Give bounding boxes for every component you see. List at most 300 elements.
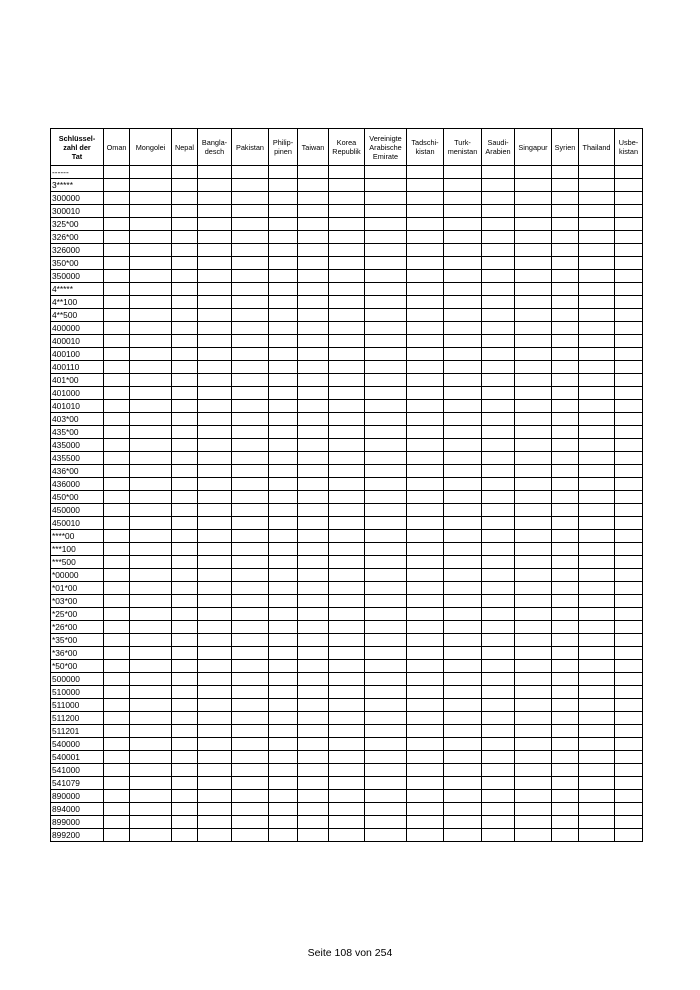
table-cell xyxy=(444,192,482,205)
table-row xyxy=(51,543,643,556)
table-cell xyxy=(172,478,198,491)
table-cell xyxy=(232,348,269,361)
table-cell xyxy=(615,231,643,244)
table-row xyxy=(51,582,643,595)
table-cell xyxy=(269,270,298,283)
table-cell xyxy=(329,569,365,582)
table-cell xyxy=(407,530,444,543)
table-cell xyxy=(298,374,329,387)
table-cell xyxy=(298,712,329,725)
table-cell xyxy=(444,166,482,179)
table-cell xyxy=(482,231,515,244)
table-cell xyxy=(130,439,172,452)
table-cell xyxy=(407,361,444,374)
table-cell xyxy=(615,777,643,790)
table-cell xyxy=(130,504,172,517)
table-cell xyxy=(269,322,298,335)
table-cell xyxy=(269,335,298,348)
table-cell xyxy=(130,673,172,686)
table-row xyxy=(51,478,643,491)
table-cell xyxy=(130,270,172,283)
table-row xyxy=(51,413,643,426)
table-cell xyxy=(515,790,552,803)
table-cell xyxy=(104,712,130,725)
table-cell xyxy=(615,699,643,712)
table-cell xyxy=(579,621,615,634)
table-cell xyxy=(552,530,579,543)
table-cell xyxy=(198,764,232,777)
table-cell xyxy=(552,673,579,686)
table-cell xyxy=(482,257,515,270)
table-cell xyxy=(444,790,482,803)
table-cell xyxy=(329,270,365,283)
table-cell xyxy=(329,699,365,712)
table-cell xyxy=(444,777,482,790)
table-cell xyxy=(482,166,515,179)
table-cell xyxy=(407,504,444,517)
table-cell xyxy=(444,231,482,244)
table-cell xyxy=(552,387,579,400)
table-cell xyxy=(365,231,407,244)
table-cell xyxy=(198,686,232,699)
table-cell xyxy=(482,595,515,608)
table-cell xyxy=(444,283,482,296)
table-cell xyxy=(615,413,643,426)
row-key-cell: ****00 xyxy=(51,530,104,543)
row-key-cell: 511000 xyxy=(51,699,104,712)
table-cell xyxy=(482,556,515,569)
table-cell xyxy=(130,751,172,764)
table-cell xyxy=(515,335,552,348)
table-cell xyxy=(515,530,552,543)
table-cell xyxy=(198,426,232,439)
page-number: Seite 108 von 254 xyxy=(307,947,393,959)
table-cell xyxy=(579,296,615,309)
table-cell xyxy=(198,751,232,764)
table-cell xyxy=(579,660,615,673)
table-cell xyxy=(130,218,172,231)
table-cell xyxy=(482,543,515,556)
table-cell xyxy=(130,309,172,322)
table-cell xyxy=(515,751,552,764)
table-cell xyxy=(482,205,515,218)
table-cell xyxy=(365,309,407,322)
table-row xyxy=(51,608,643,621)
table-cell xyxy=(269,595,298,608)
table-cell xyxy=(579,439,615,452)
table-cell xyxy=(329,166,365,179)
table-row xyxy=(51,517,643,530)
table-cell xyxy=(198,608,232,621)
table-cell xyxy=(269,517,298,530)
table-cell xyxy=(365,595,407,608)
table-cell xyxy=(172,205,198,218)
table-cell xyxy=(104,647,130,660)
table-cell xyxy=(104,244,130,257)
table-cell xyxy=(172,400,198,413)
table-row xyxy=(51,686,643,699)
table-cell xyxy=(579,517,615,530)
table-cell xyxy=(482,400,515,413)
table-cell xyxy=(269,361,298,374)
table-cell xyxy=(615,387,643,400)
table-cell xyxy=(407,582,444,595)
table-cell xyxy=(615,764,643,777)
table-cell xyxy=(407,491,444,504)
table-row xyxy=(51,348,643,361)
table-cell xyxy=(579,595,615,608)
column-header: Bangla- desch xyxy=(198,129,232,166)
table-cell xyxy=(579,465,615,478)
table-cell xyxy=(407,348,444,361)
table-cell xyxy=(329,465,365,478)
table-cell xyxy=(615,569,643,582)
table-cell xyxy=(198,465,232,478)
table-cell xyxy=(298,231,329,244)
table-cell xyxy=(365,608,407,621)
table-cell xyxy=(552,257,579,270)
column-header: Tadschi- kistan xyxy=(407,129,444,166)
table-cell xyxy=(515,491,552,504)
table-cell xyxy=(298,608,329,621)
table-cell xyxy=(269,192,298,205)
table-cell xyxy=(198,322,232,335)
row-key-cell: 450000 xyxy=(51,504,104,517)
table-cell xyxy=(232,621,269,634)
table-cell xyxy=(444,218,482,231)
table-cell xyxy=(365,829,407,842)
table-cell xyxy=(329,491,365,504)
row-key-cell: 4***** xyxy=(51,283,104,296)
table-cell xyxy=(365,621,407,634)
table-cell xyxy=(104,608,130,621)
column-header: Pakistan xyxy=(232,129,269,166)
table-cell xyxy=(329,816,365,829)
row-key-cell: 435500 xyxy=(51,452,104,465)
table-cell xyxy=(172,790,198,803)
table-cell xyxy=(579,582,615,595)
table-cell xyxy=(515,634,552,647)
table-cell xyxy=(172,764,198,777)
table-cell xyxy=(269,530,298,543)
table-cell xyxy=(579,335,615,348)
table-cell xyxy=(329,725,365,738)
table-cell xyxy=(298,309,329,322)
table-cell xyxy=(407,621,444,634)
table-cell xyxy=(482,309,515,322)
table-cell xyxy=(515,439,552,452)
table-cell xyxy=(482,283,515,296)
row-key-cell: 326000 xyxy=(51,244,104,257)
row-key-cell: 300000 xyxy=(51,192,104,205)
table-cell xyxy=(329,478,365,491)
table-cell xyxy=(579,179,615,192)
table-cell xyxy=(198,556,232,569)
table-cell xyxy=(269,465,298,478)
table-cell xyxy=(172,673,198,686)
table-cell xyxy=(552,348,579,361)
table-cell xyxy=(198,634,232,647)
table-cell xyxy=(552,634,579,647)
table-cell xyxy=(130,777,172,790)
table-cell xyxy=(407,270,444,283)
table-cell xyxy=(130,478,172,491)
table-cell xyxy=(198,543,232,556)
table-cell xyxy=(615,270,643,283)
table-cell xyxy=(298,738,329,751)
table-cell xyxy=(365,569,407,582)
table-cell xyxy=(482,634,515,647)
table-cell xyxy=(552,556,579,569)
table-cell xyxy=(130,491,172,504)
table-cell xyxy=(552,179,579,192)
table-cell xyxy=(329,634,365,647)
table-cell xyxy=(482,725,515,738)
row-key-cell: 435*00 xyxy=(51,426,104,439)
table-cell xyxy=(515,270,552,283)
table-cell xyxy=(198,829,232,842)
table-cell xyxy=(130,699,172,712)
table-cell xyxy=(552,608,579,621)
table-row xyxy=(51,556,643,569)
row-key-cell: 4**500 xyxy=(51,309,104,322)
table-cell xyxy=(515,712,552,725)
table-row xyxy=(51,569,643,582)
table-cell xyxy=(198,309,232,322)
table-cell xyxy=(515,504,552,517)
table-cell xyxy=(552,244,579,257)
table-cell xyxy=(130,556,172,569)
table-cell xyxy=(104,504,130,517)
table-cell xyxy=(104,491,130,504)
table-cell xyxy=(482,829,515,842)
table-cell xyxy=(104,582,130,595)
table-cell xyxy=(298,556,329,569)
table-cell xyxy=(579,504,615,517)
table-cell xyxy=(198,582,232,595)
table-cell xyxy=(198,530,232,543)
table-cell xyxy=(444,348,482,361)
table-cell xyxy=(298,803,329,816)
table-cell xyxy=(615,335,643,348)
table-cell xyxy=(130,829,172,842)
table-cell xyxy=(365,192,407,205)
table-cell xyxy=(329,829,365,842)
table-cell xyxy=(198,803,232,816)
table-cell xyxy=(329,790,365,803)
table-cell xyxy=(198,231,232,244)
table-cell xyxy=(329,413,365,426)
table-cell xyxy=(552,751,579,764)
table-cell xyxy=(407,309,444,322)
table-cell xyxy=(444,803,482,816)
row-key-cell: 350000 xyxy=(51,270,104,283)
row-key-cell: *01*00 xyxy=(51,582,104,595)
table-cell xyxy=(269,452,298,465)
table-cell xyxy=(104,348,130,361)
table-cell xyxy=(269,764,298,777)
column-header: Syrien xyxy=(552,129,579,166)
table-cell xyxy=(407,166,444,179)
table-cell xyxy=(130,660,172,673)
table-cell xyxy=(232,504,269,517)
table-cell xyxy=(298,426,329,439)
table-cell xyxy=(407,179,444,192)
table-cell xyxy=(232,829,269,842)
table-cell xyxy=(232,296,269,309)
table-cell xyxy=(198,192,232,205)
table-cell xyxy=(444,712,482,725)
table-cell xyxy=(579,166,615,179)
table-cell xyxy=(130,582,172,595)
table-cell xyxy=(365,634,407,647)
table-cell xyxy=(365,738,407,751)
table-row xyxy=(51,244,643,257)
table-row xyxy=(51,647,643,660)
table-cell xyxy=(232,413,269,426)
row-key-cell: *35*00 xyxy=(51,634,104,647)
table-cell xyxy=(269,699,298,712)
table-cell xyxy=(232,608,269,621)
table-cell xyxy=(269,803,298,816)
table-cell xyxy=(552,582,579,595)
table-cell xyxy=(130,257,172,270)
table-cell xyxy=(298,400,329,413)
table-cell xyxy=(198,348,232,361)
table-cell xyxy=(130,517,172,530)
table-cell xyxy=(232,738,269,751)
table-cell xyxy=(232,309,269,322)
table-cell xyxy=(365,270,407,283)
table-cell xyxy=(232,816,269,829)
statistics-table xyxy=(50,128,643,842)
table-cell xyxy=(579,543,615,556)
table-cell xyxy=(444,426,482,439)
table-row xyxy=(51,335,643,348)
table-cell xyxy=(579,309,615,322)
table-cell xyxy=(515,543,552,556)
table-cell xyxy=(407,556,444,569)
table-cell xyxy=(104,738,130,751)
table-cell xyxy=(407,725,444,738)
table-cell xyxy=(329,647,365,660)
table-cell xyxy=(579,829,615,842)
table-cell xyxy=(172,309,198,322)
table-cell xyxy=(130,647,172,660)
table-cell xyxy=(444,309,482,322)
table-cell xyxy=(172,452,198,465)
table-cell xyxy=(232,686,269,699)
table-cell xyxy=(444,608,482,621)
table-cell xyxy=(552,777,579,790)
row-key-cell: 3***** xyxy=(51,179,104,192)
table-cell xyxy=(407,218,444,231)
table-cell xyxy=(298,452,329,465)
table-cell xyxy=(298,725,329,738)
table-cell xyxy=(130,400,172,413)
table-cell xyxy=(172,738,198,751)
table-cell xyxy=(444,296,482,309)
table-cell xyxy=(329,322,365,335)
table-cell xyxy=(269,231,298,244)
table-cell xyxy=(407,790,444,803)
table-cell xyxy=(104,413,130,426)
table-cell xyxy=(615,790,643,803)
table-cell xyxy=(615,673,643,686)
table-cell xyxy=(515,218,552,231)
row-key-cell: 350*00 xyxy=(51,257,104,270)
table-cell xyxy=(104,556,130,569)
table-cell xyxy=(269,751,298,764)
table-cell xyxy=(198,595,232,608)
table-cell xyxy=(104,816,130,829)
table-cell xyxy=(198,166,232,179)
table-cell xyxy=(515,777,552,790)
table-cell xyxy=(269,621,298,634)
table-cell xyxy=(482,530,515,543)
table-cell xyxy=(552,309,579,322)
table-row xyxy=(51,361,643,374)
table-cell xyxy=(444,257,482,270)
column-header: Vereinigte Arabische Emirate xyxy=(365,129,407,166)
table-cell xyxy=(329,452,365,465)
table-cell xyxy=(232,517,269,530)
table-cell xyxy=(232,257,269,270)
table-row xyxy=(51,179,643,192)
table-cell xyxy=(232,218,269,231)
table-cell xyxy=(407,413,444,426)
table-cell xyxy=(365,166,407,179)
table-cell xyxy=(172,569,198,582)
table-cell xyxy=(444,634,482,647)
table-cell xyxy=(444,452,482,465)
table-cell xyxy=(365,712,407,725)
table-cell xyxy=(298,439,329,452)
table-cell xyxy=(232,179,269,192)
table-cell xyxy=(615,595,643,608)
table-cell xyxy=(130,205,172,218)
table-row xyxy=(51,725,643,738)
table-cell xyxy=(579,205,615,218)
table-cell xyxy=(298,270,329,283)
table-cell xyxy=(130,738,172,751)
table-cell xyxy=(329,231,365,244)
table-cell xyxy=(130,296,172,309)
table-cell xyxy=(172,621,198,634)
table-cell xyxy=(232,790,269,803)
column-header: Mongolei xyxy=(130,129,172,166)
table-cell xyxy=(444,660,482,673)
table-cell xyxy=(365,257,407,270)
table-cell xyxy=(104,296,130,309)
table-cell xyxy=(269,608,298,621)
table-cell xyxy=(515,829,552,842)
table-cell xyxy=(365,283,407,296)
table-cell xyxy=(482,465,515,478)
table-cell xyxy=(329,660,365,673)
table-cell xyxy=(407,439,444,452)
row-key-cell: 899200 xyxy=(51,829,104,842)
table-cell xyxy=(365,751,407,764)
table-cell xyxy=(615,517,643,530)
table-cell xyxy=(365,374,407,387)
table-cell xyxy=(104,621,130,634)
column-header: Turk- menistan xyxy=(444,129,482,166)
table-cell xyxy=(329,764,365,777)
table-row xyxy=(51,751,643,764)
table-cell xyxy=(198,660,232,673)
table-cell xyxy=(269,725,298,738)
